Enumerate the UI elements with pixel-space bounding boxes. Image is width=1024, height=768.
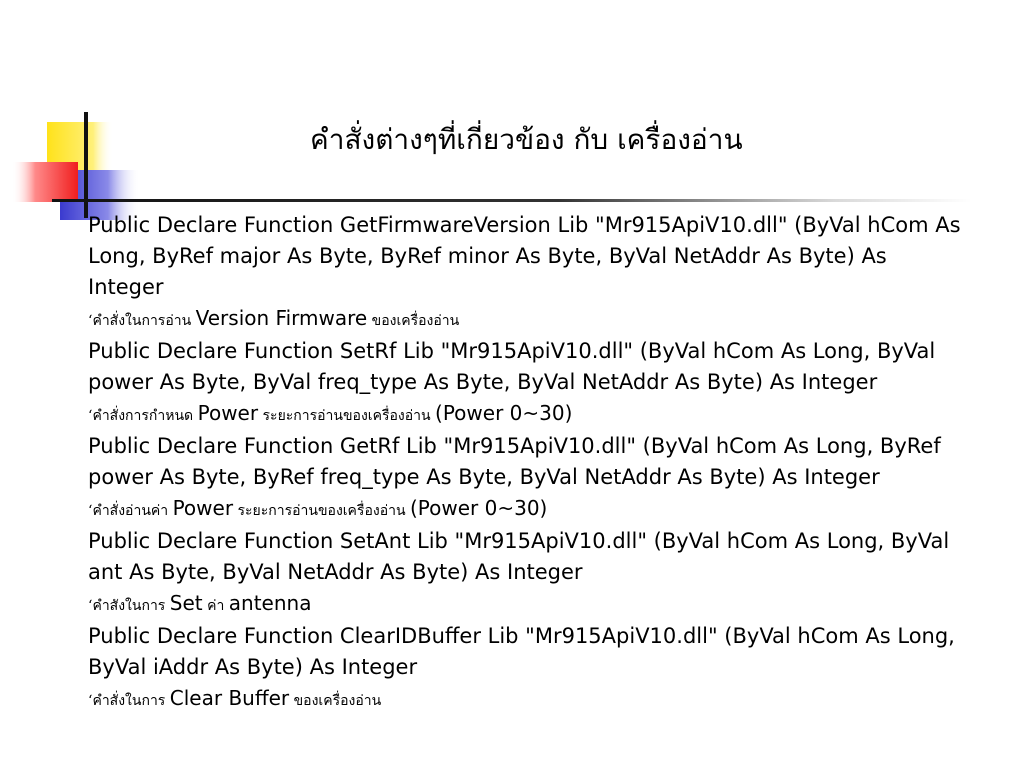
title-divider xyxy=(52,199,972,202)
comment-range: (Power 0~30) xyxy=(435,401,573,425)
slide-content xyxy=(88,210,968,716)
comment-range: antenna xyxy=(228,591,312,615)
comment-getrf xyxy=(88,493,968,526)
comment-prefix: ‘คำสั่งการกำหนด xyxy=(88,408,194,424)
comment-term: Set xyxy=(169,591,203,615)
comment-prefix: ‘คำสั่งในการ xyxy=(88,693,166,709)
comment-prefix: ‘คำสั่งในการอ่าน xyxy=(88,313,192,329)
comment-setant xyxy=(88,588,968,621)
comment-suffix: ของเครื่องอ่าน xyxy=(371,313,460,329)
slide-logo-decoration xyxy=(0,0,160,240)
comment-getfirmwareversion xyxy=(88,303,968,336)
comment-setrf xyxy=(88,398,968,431)
comment-prefix: ‘คำสังในการ xyxy=(88,598,166,614)
slide-title: คำสั่งต่างๆที่เกี่ยวข้อง กับ เครื่องอ่าน xyxy=(310,123,743,156)
comment-suffix: ระยะการอ่านของเครื่องอ่าน xyxy=(237,503,406,519)
comment-term: Power xyxy=(197,401,259,425)
comment-term: Clear Buffer xyxy=(169,686,290,710)
declaration-getfirmwareversion: Public Declare Function GetFirmwareVersion Lib "Mr915ApiV10.dll" (ByVal hCom As Long, ByRef major As Byte, ByRef minor As Byte, ByVal NetAddr As Byte) As Integer xyxy=(88,213,961,299)
declaration-getrf: Public Declare Function GetRf Lib "Mr915ApiV10.dll" (ByVal hCom As Long, ByRef power As Byte, ByRef freq_type As Byte, ByVal NetAddr As Byte) As Integer xyxy=(88,434,941,489)
comment-term: Power xyxy=(172,496,234,520)
comment-suffix: ระยะการอ่านของเครื่องอ่าน xyxy=(262,408,431,424)
comment-prefix: ‘คำสั่งอ่านค่า xyxy=(88,503,169,519)
declaration-setant: Public Declare Function SetAnt Lib "Mr915ApiV10.dll" (ByVal hCom As Long, ByVal ant As Byte, ByVal NetAddr As Byte) As Integer xyxy=(88,529,950,584)
comment-suffix: ค่า xyxy=(207,598,225,614)
comment-range: (Power 0~30) xyxy=(409,496,548,520)
comment-clearidbuffer xyxy=(88,683,968,716)
declaration-setrf: Public Declare Function SetRf Lib "Mr915ApiV10.dll" (ByVal hCom As Long, ByVal power As Byte, ByVal freq_type As Byte, ByVal NetAddr As Byte) As Integer xyxy=(88,339,936,394)
comment-term: Version Firmware xyxy=(195,306,368,330)
comment-suffix: ของเครื่องอ่าน xyxy=(293,693,382,709)
declaration-clearidbuffer: Public Declare Function ClearIDBuffer Lib "Mr915ApiV10.dll" (ByVal hCom As Long, ByVal iAddr As Byte) As Integer xyxy=(88,624,955,679)
